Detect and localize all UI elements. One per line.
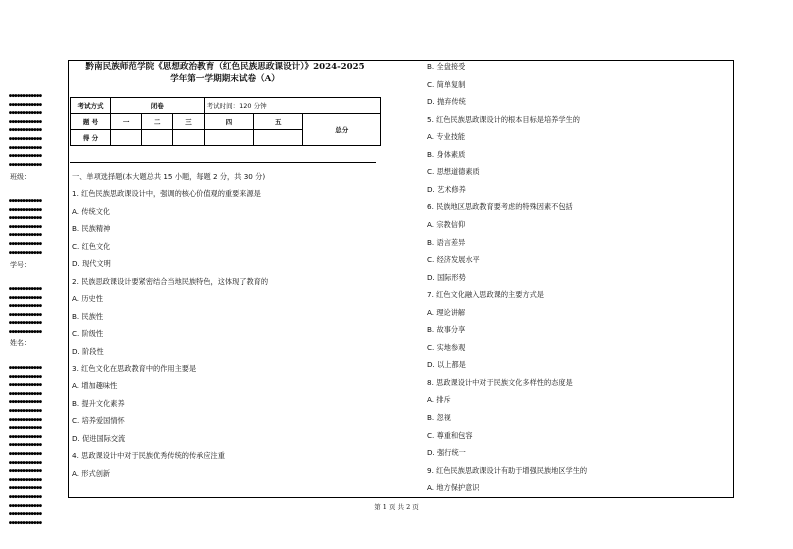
student-id-label: 学号： — [10, 261, 31, 269]
answer-option: D. 艺术修养 — [427, 184, 466, 194]
answer-option: D. 抛弃传统 — [427, 97, 466, 107]
answer-option: A. 排斥 — [427, 395, 451, 405]
col-4: 四 — [204, 114, 253, 130]
answer-option: B. 语言差异 — [427, 237, 466, 247]
answer-option: B. 民族性 — [72, 311, 104, 321]
answer-option: C. 经济发展水平 — [427, 255, 480, 265]
answer-option: B. 忽视 — [427, 413, 451, 422]
title-line-2: 学年第一学期期末试卷（A） — [170, 74, 280, 84]
score-label: 得 分 — [71, 130, 111, 146]
answer-option: C. 思想道德素质 — [427, 167, 480, 177]
answer-option: C. 尊重和包容 — [427, 430, 473, 440]
answer-option: A. 专业技能 — [427, 132, 466, 142]
answer-option: C. 红色文化 — [72, 241, 111, 251]
page-footer: 第 1 页 共 2 页 — [374, 503, 419, 511]
divider — [70, 162, 376, 163]
answer-option: A. 形式创新 — [72, 468, 111, 478]
name-label: 姓名： — [10, 339, 31, 347]
total-label: 总分 — [303, 114, 381, 146]
question-text: 8. 思政课设计中对于民族文化多样性的态度是 — [427, 377, 573, 387]
question-text: 6. 民族地区思政教育要考虑的特殊因素不包括 — [427, 202, 573, 212]
col-1: 一 — [111, 114, 142, 130]
exam-header — [70, 61, 380, 85]
answer-option: B. 提升文化素养 — [72, 398, 125, 408]
answer-option: D. 强行统一 — [427, 448, 466, 458]
exam-mode-value: 闭卷 — [111, 98, 205, 114]
seal-line-dots: ●●●●●●●●●●●● ●●●●●●●●●●●● ●●●●●●●●●●●● ●●●●●●●●●●●● ●●●●●●●●●●●● ●●●●●●●●●●●● — [9, 286, 42, 335]
score-cell[interactable] — [142, 130, 173, 146]
answer-option: D. 国际形势 — [427, 272, 466, 282]
answer-option: C. 培养爱国情怀 — [72, 416, 125, 426]
answer-option: B. 民族精神 — [72, 224, 111, 234]
answer-option: A. 历史性 — [72, 294, 103, 304]
col-2: 二 — [142, 114, 173, 130]
answer-option: D. 现代文明 — [72, 259, 111, 269]
col-3: 三 — [173, 114, 204, 130]
score-cell[interactable] — [173, 130, 204, 146]
exam-time: 考试时间：120 分钟 — [204, 98, 380, 114]
answer-option: D. 以上都是 — [427, 360, 466, 370]
col-5: 五 — [254, 114, 303, 130]
answer-option: B. 故事分享 — [427, 325, 466, 335]
question-text: 1. 红色民族思政课设计中，强调的核心价值观的重要来源是 — [72, 189, 261, 199]
exam-title — [70, 61, 380, 85]
answer-option: A. 宗教信仰 — [427, 219, 466, 229]
answer-option: A. 增加趣味性 — [72, 381, 118, 391]
answer-option: A. 传统文化 — [72, 206, 111, 216]
binding-margin — [9, 92, 59, 532]
exam-mode-label: 考试方式 — [71, 98, 111, 114]
answer-option: A. 地方保护意识 — [427, 483, 480, 493]
question-text: 5. 红色民族思政课设计的根本目标是培养学生的 — [427, 114, 580, 124]
question-text: 9. 红色民族思政课设计有助于增强民族地区学生的 — [427, 465, 588, 475]
answer-option: C. 实地参观 — [427, 342, 466, 352]
class-label: 班级： — [10, 173, 31, 181]
score-table — [70, 97, 381, 146]
seal-line-dots: ●●●●●●●●●●●● ●●●●●●●●●●●● ●●●●●●●●●●●● ●●●●●●●●●●●● ●●●●●●●●●●●● ●●●●●●●●●●●● ●●●●●●●●●●●● — [9, 198, 42, 256]
score-cell[interactable] — [254, 130, 303, 146]
question-text: 一、单项选择题(本大题总共 15 小题，每题 2 分，共 30 分) — [72, 172, 266, 181]
score-cell[interactable] — [111, 130, 142, 146]
seal-line-dots: ●●●●●●●●●●●● ●●●●●●●●●●●● ●●●●●●●●●●●● ●●●●●●●●●●●● ●●●●●●●●●●●● ●●●●●●●●●●●● ●●●●●●●●●●●● ●●●●●●●●●●●● ●●●●●●●●●●●● ●●●●●●●●●●●● ●●●●●●●●●●●● ●●●●●●●●●●●● ●●●●●●●●●●●● ●●●●●●●●●●●● ●●●●●●●●●●●● ●●●●●●●●●●●● ●●●●●●●●●●●● ●●●●●●●●●●●● ●●●●●●●●●●●● — [9, 365, 42, 526]
question-text: 4. 思政课设计中对于民族优秀传统的传承应注重 — [72, 451, 225, 461]
seal-line-dots: ●●●●●●●●●●●● ●●●●●●●●●●●● ●●●●●●●●●●●● ●●●●●●●●●●●● ●●●●●●●●●●●● ●●●●●●●●●●●● ●●●●●●●●●●●● ●●●●●●●●●●●● ●●●●●●●●●●●● — [9, 93, 42, 168]
answer-option: A. 理论讲解 — [427, 307, 466, 317]
question-number-label: 题 号 — [71, 114, 111, 130]
answer-option: C. 阶级性 — [72, 329, 104, 339]
answer-option: B. 全盘接受 — [427, 62, 466, 71]
answer-option: D. 促进国际交流 — [72, 433, 126, 443]
answer-option: C. 简单复制 — [427, 79, 466, 89]
question-text: 2. 民族思政课设计要紧密结合当地民族特色，这体现了教育的 — [72, 276, 269, 286]
answer-option: B. 身体素质 — [427, 149, 466, 159]
score-cell[interactable] — [204, 130, 253, 146]
question-text: 7. 红色文化融入思政课的主要方式是 — [427, 290, 544, 300]
question-text: 3. 红色文化在思政教育中的作用主要是 — [72, 363, 197, 373]
title-line-1: 黔南民族师范学院《思想政治教育（红色民族思政课设计）》2024-2025 — [85, 62, 365, 72]
answer-option: D. 阶段性 — [72, 346, 104, 356]
